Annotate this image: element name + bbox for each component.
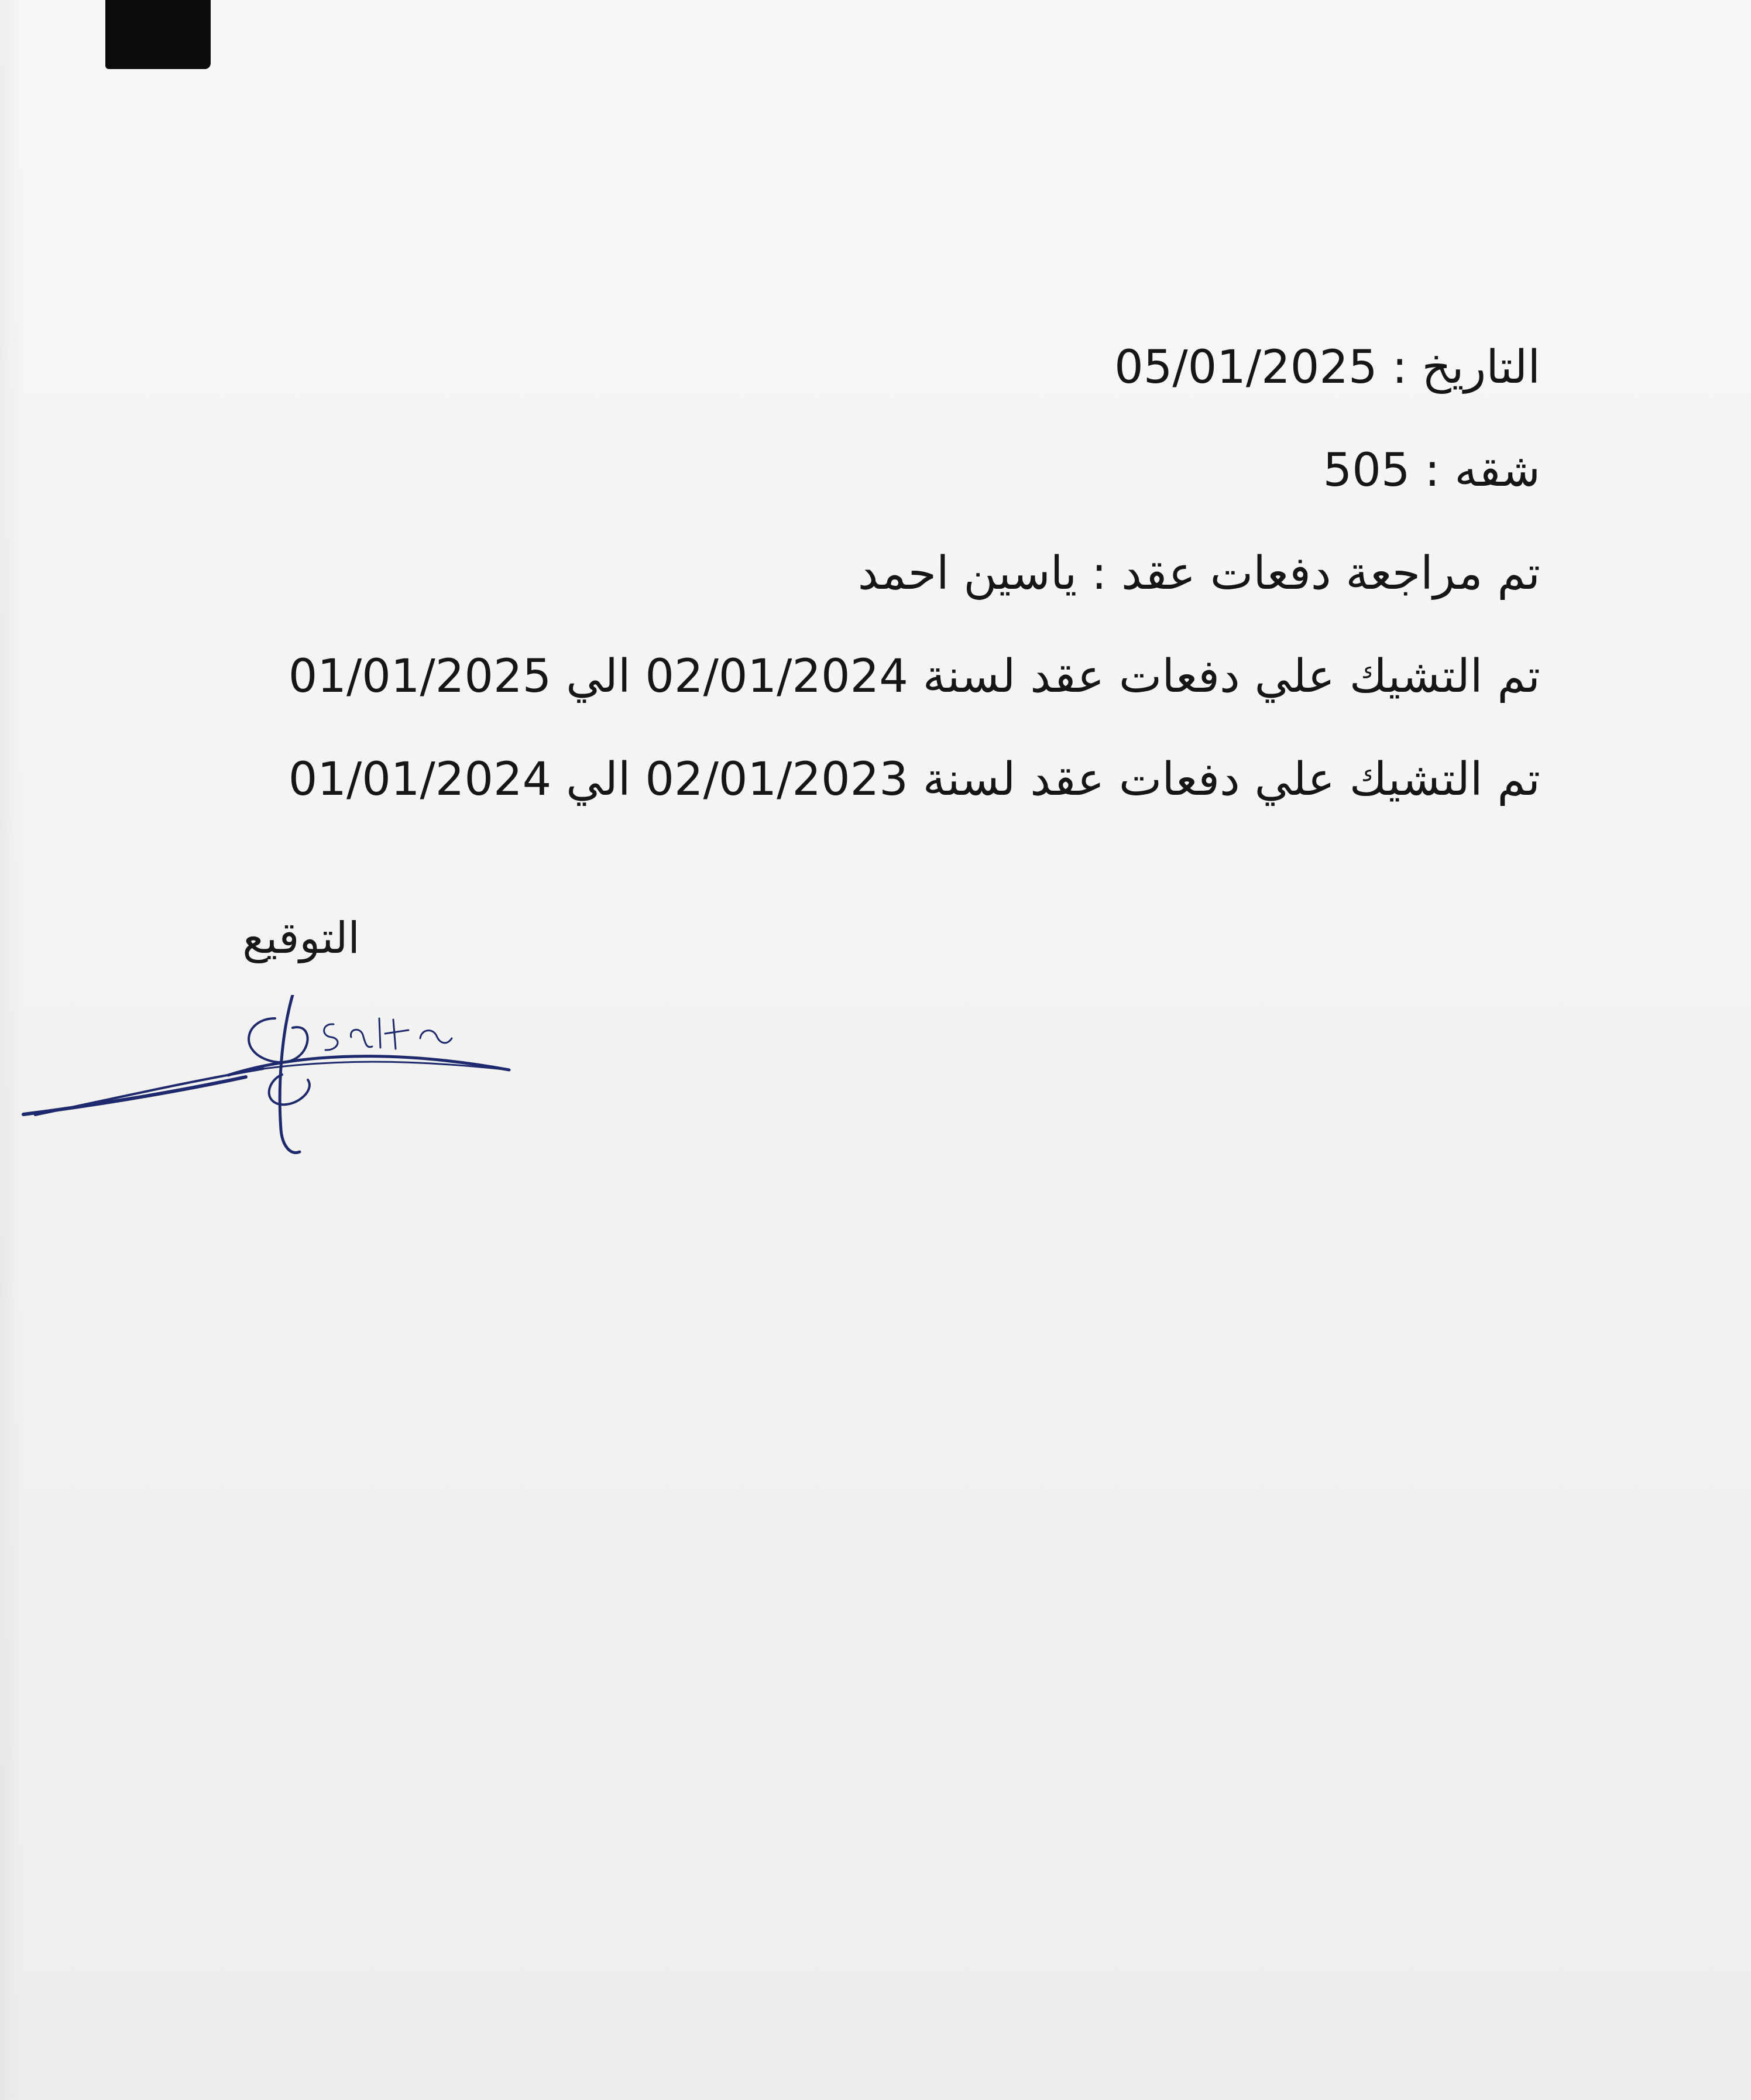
document-body	[194, 316, 1540, 831]
signature-label: التوقيع	[242, 913, 360, 963]
apartment-line: شقه : 505	[1323, 444, 1540, 497]
date-line: التاريخ : 05/01/2025	[1114, 341, 1540, 394]
black-corner-mark	[105, 0, 211, 69]
check-line-1: تم التشيك علي دفعات عقد لسنة 02/01/2024 الي 01/01/2025	[288, 650, 1540, 703]
check-line-2: تم التشيك علي دفعات عقد لسنة 02/01/2023 الي 01/01/2024	[288, 753, 1540, 806]
review-line: تم مراجعة دفعات عقد : ياسين احمد	[857, 547, 1540, 600]
handwritten-signature	[18, 995, 521, 1165]
